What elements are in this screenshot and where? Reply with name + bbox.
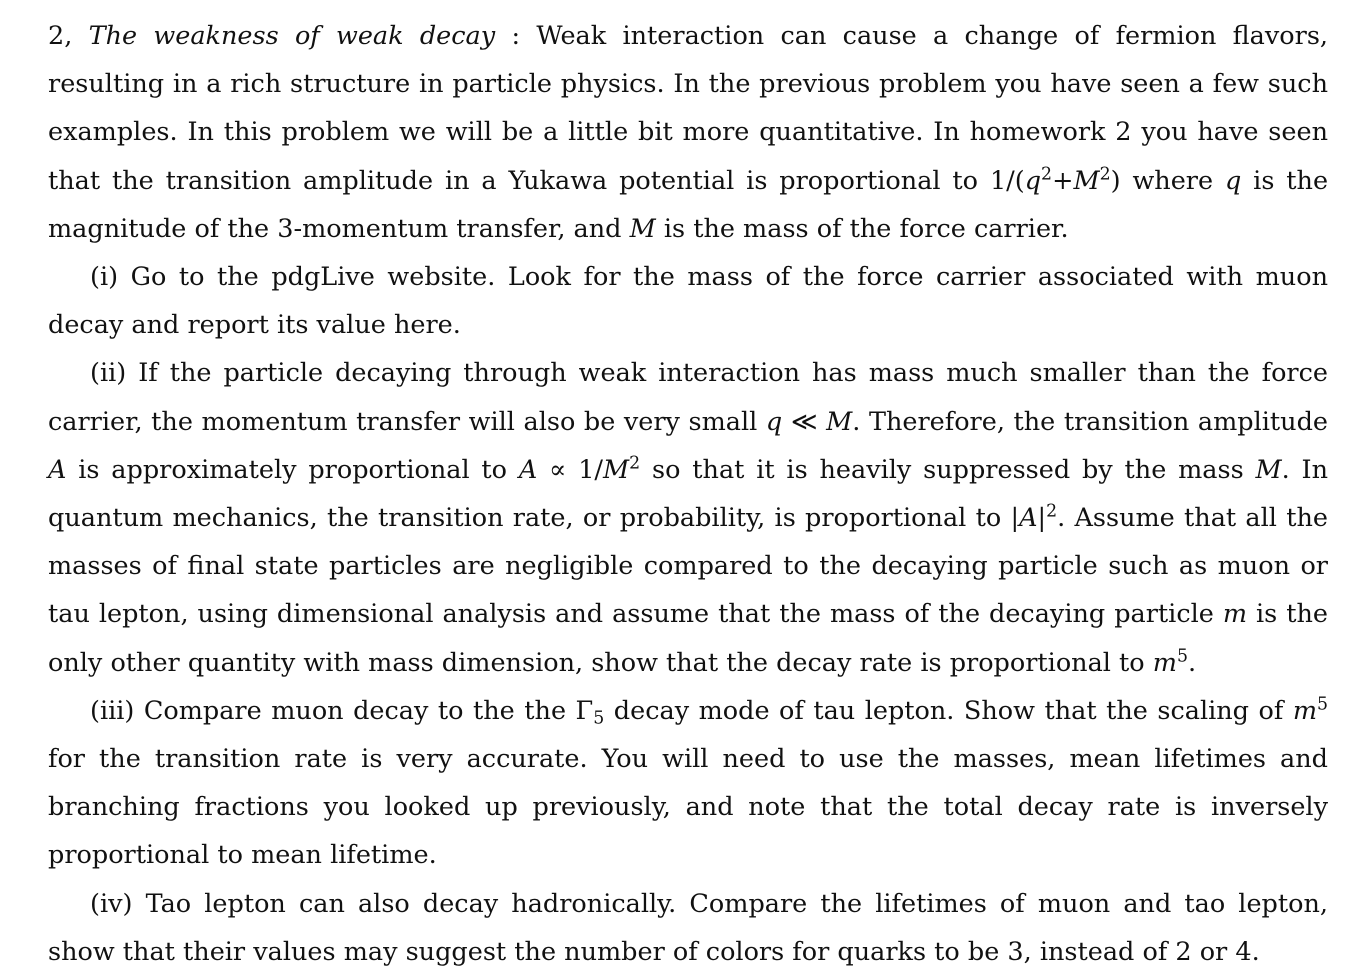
formula-close: ) — [1110, 165, 1121, 196]
math-gamma: Γ — [575, 695, 594, 726]
intro-text-d: is the mass of the force carrier. — [663, 213, 1069, 244]
part-ii-text: so that it is heavily suppressed by the mass — [652, 454, 1244, 485]
math-A: A — [518, 454, 538, 485]
math-q: q — [765, 406, 783, 437]
problem-intro-paragraph — [48, 12, 1328, 253]
problem-document — [48, 12, 1328, 976]
intro-text-b: where — [1132, 165, 1214, 196]
part-ii-text: . Therefore, the transition amplitude — [852, 406, 1329, 437]
math-exp: 5 — [1317, 694, 1329, 715]
formula-part: 1/( — [989, 165, 1025, 196]
part-iv-paragraph — [48, 880, 1328, 976]
math-M: M — [1255, 454, 1282, 485]
problem-number: 2, — [48, 21, 73, 51]
math-abs: | — [1037, 503, 1047, 534]
part-ii-paragraph — [48, 349, 1328, 686]
intro-text-c: is the magnitude of the 3-momentum transfer, and — [48, 165, 1329, 244]
math-sub: 5 — [593, 708, 605, 729]
math-m: m — [1222, 599, 1248, 630]
yukawa-formula — [990, 166, 1121, 196]
part-iii-text: decay mode of tau lepton. Show that the scaling of — [613, 695, 1284, 726]
formula-exp: 2 — [1041, 164, 1053, 185]
intro-text-a: Weak interaction can cause a change of fermion flavors, resulting in a rich structure in particle physics. In the previous problem you have seen a few such examples. In this problem we will be a little bit more quantitative. In homework 2 you have seen that the transition amplitude in a Yukawa potential is proportional to — [48, 21, 1329, 196]
part-iii-paragraph — [48, 687, 1328, 880]
math-A: A — [48, 454, 67, 485]
part-i-paragraph — [48, 253, 1328, 349]
intro-M: M — [629, 213, 656, 244]
math-A: A — [1019, 503, 1038, 534]
problem-title: The weakness of weak decay — [88, 21, 496, 51]
formula-q: q — [1024, 165, 1042, 196]
part-iii-text: for the transition rate is very accurate. You will need to use the masses, mean lifetimes and branching fractions you looked up previously, and note that the total decay rate is inversely proportional to mean lifetime. — [48, 744, 1328, 871]
part-ii-text: . In quantum mechanics, the transition rate, or probability, is proportional to — [48, 454, 1329, 534]
intro-q: q — [1224, 165, 1242, 196]
math-exp: 5 — [1176, 646, 1188, 667]
part-iii-text: (iii) Compare muon decay to the the — [90, 695, 567, 726]
math-exp: 2 — [1046, 501, 1058, 522]
formula-M: M — [1073, 165, 1100, 196]
math-M: M — [603, 454, 630, 485]
math-M: M — [826, 406, 853, 437]
formula-plus: + — [1052, 165, 1074, 196]
math-propto: ∝ — [549, 454, 567, 485]
math-m: m — [1292, 695, 1317, 726]
part-ii-text: (ii) If the particle decaying through weak interaction has mass much smaller than the force carrier, the momentum transfer will also be very small — [48, 358, 1328, 437]
math-exp: 2 — [629, 453, 641, 474]
part-ii-text: is approximately proportional to — [78, 454, 508, 485]
math-m: m — [1152, 647, 1177, 678]
math-much-less: ≪ — [790, 406, 818, 437]
formula-exp: 2 — [1099, 164, 1111, 185]
part-iv-text: (iv) Tao lepton can also decay hadronically. Compare the lifetimes of muon and tao lepton, show that their values may suggest the number of colors for quarks to be 3, instead of 2 or 4. — [48, 888, 1328, 967]
part-ii-text: is the only other quantity with mass dimension, show that the decay rate is proportional to — [48, 599, 1328, 678]
part-ii-text: . — [1188, 647, 1197, 678]
math-one-over: 1/ — [578, 454, 604, 485]
part-ii-text: . Assume that all the masses of final state particles are negligible compared to the decaying particle such as muon or tau lepton, using dimensional analysis and assume that the mass of the decaying particle — [48, 503, 1328, 630]
math-abs: | — [1010, 503, 1020, 534]
problem-title-colon: : — [511, 21, 521, 51]
part-i-text: (i) Go to the pdgLive website. Look for the mass of the force carrier associated with muon decay and report its value here. — [48, 262, 1328, 341]
